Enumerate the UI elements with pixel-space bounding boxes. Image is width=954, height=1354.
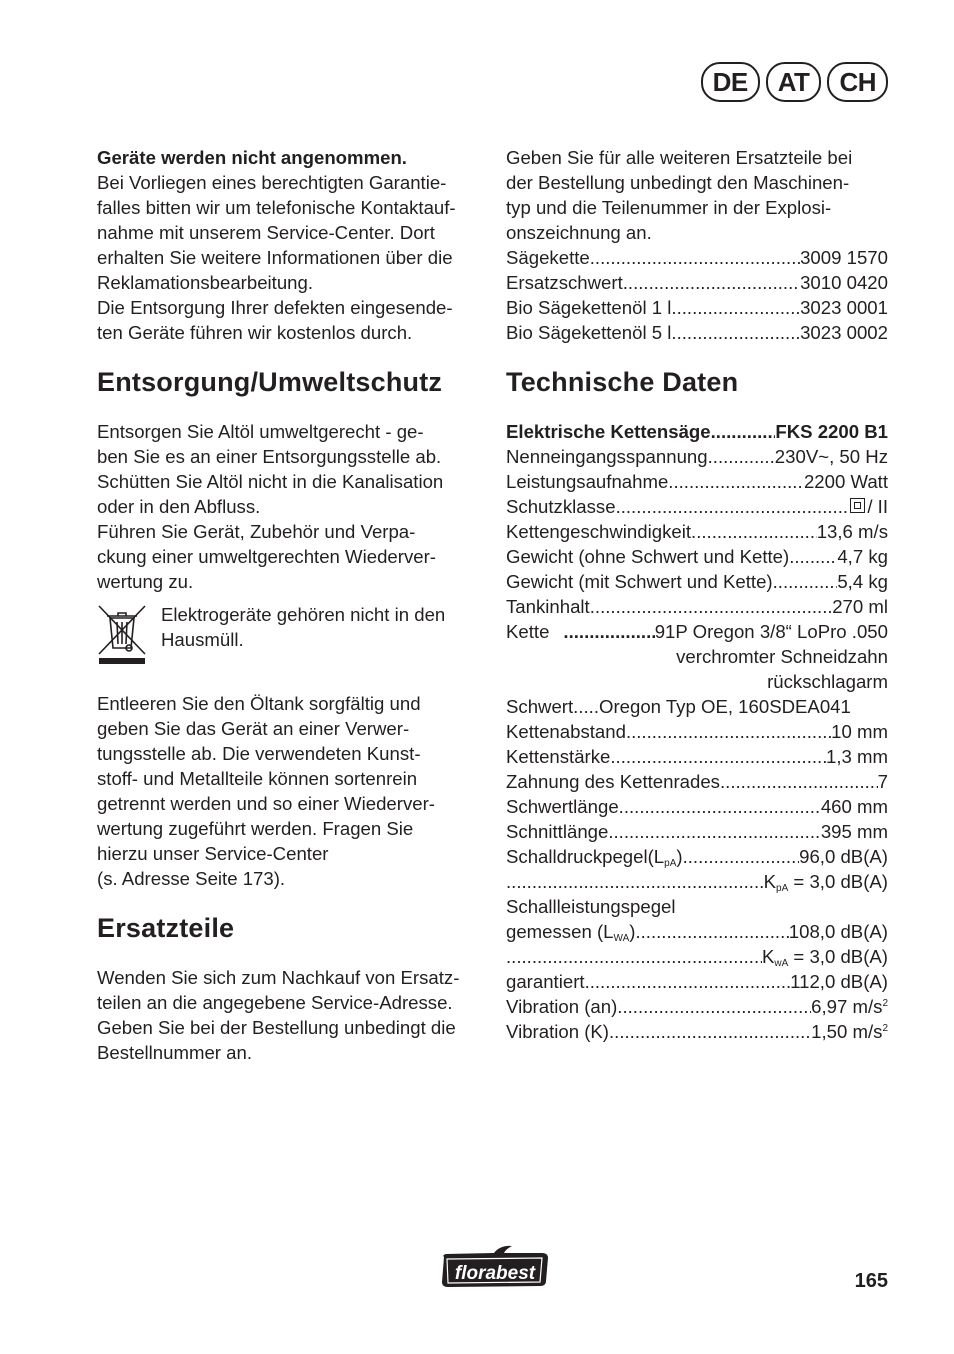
bar-line: Schwert.....Oregon Typ OE, 160SDEA041 [506, 696, 851, 717]
spec-row [506, 519, 888, 544]
spec-row [506, 744, 888, 769]
spec-label: Kettengeschwindigkeit [506, 521, 692, 542]
disposal-text [97, 419, 482, 594]
uncertainty-row [506, 869, 888, 894]
spec-value: / II [867, 496, 888, 517]
badge-de: DE [701, 62, 760, 102]
parts-list [506, 245, 888, 345]
text-line: Führen Sie Gerät, Zubehör und Verpa- [97, 521, 416, 542]
uncertainty-row [506, 944, 888, 969]
leader-dots [773, 569, 838, 594]
text-line: Die Entsorgung Ihrer defekten eingesende- [97, 297, 453, 318]
protection-class-ii-icon [850, 498, 865, 513]
weee-text [161, 602, 445, 652]
spec-row [506, 794, 888, 819]
tank-text [97, 691, 482, 891]
spec-value: 1,3 mm [826, 746, 888, 767]
leader-dots [590, 594, 832, 619]
spec-label: Vibration (an) [506, 996, 618, 1017]
left-column [97, 145, 482, 1065]
spec-row [506, 469, 888, 494]
chain-detail: rückschlagarm [767, 671, 888, 692]
spec-value: 1,50 $m/s^2$ [811, 1021, 888, 1042]
spec-row [506, 544, 888, 569]
leader-dots [619, 794, 821, 819]
chain-detail: verchromter Schneidzahn [676, 646, 888, 667]
sound-pressure-row [506, 844, 888, 869]
spec-value: 108,0 dB(A) [788, 921, 888, 942]
spec-value: 7 [877, 771, 888, 792]
leader-dots [635, 919, 788, 944]
part-number: 3010 0420 [800, 272, 888, 293]
text-line: Geben Sie bei der Bestellung unbedingt die [97, 1017, 456, 1038]
leader-dots [691, 519, 817, 544]
leader-dots [609, 1019, 811, 1044]
leader-dots [720, 769, 878, 794]
part-label: Bio Sägekettenöl 1 l [506, 297, 672, 318]
intro-bold: Geräte werden nicht angenommen. [97, 147, 407, 168]
spec-value: $K_{pA} = 3,0$ dB(A) [763, 871, 888, 894]
text-line: ckung einer umweltgerechten Wiederver- [97, 546, 436, 567]
part-row [506, 295, 888, 320]
text-line: Hausmüll. [161, 629, 244, 650]
spec-label: $Schalldruckpegel(L_{pA})$ [506, 846, 683, 869]
spec-value: 230V~, 50 Hz [774, 446, 888, 467]
spec-label: Kettenabstand [506, 721, 626, 742]
spec-value: 10 mm [831, 721, 888, 742]
text-line: der Bestellung unbedingt den Maschinen- [506, 172, 850, 193]
spec-value: 460 mm [820, 796, 888, 817]
leader-dots [506, 869, 764, 894]
spec-value: 6,97 $m/s^2$ [811, 996, 888, 1017]
spec-label: Gewicht (ohne Schwert und Kette) [506, 546, 790, 567]
spec-value: 5,4 kg [837, 571, 888, 592]
page-number: 165 [854, 1270, 888, 1292]
part-row [506, 270, 888, 295]
spec-value: 4,7 kg [837, 546, 888, 567]
part-row [506, 245, 888, 270]
spec-label: Schwertlänge [506, 796, 619, 817]
text-line: stoff- und Metallteile können sortenrein [97, 768, 418, 789]
text-line: Wenden Sie sich zum Nachkauf von Ersatz- [97, 967, 460, 988]
text-line: Reklamationsbearbeitung. [97, 272, 314, 293]
spec-table [506, 419, 888, 1044]
text-line: ben Sie es an einer Entsorgungsstelle ab. [97, 446, 442, 467]
text-line: (s. Adresse Seite 173). [97, 868, 286, 889]
spec-row [506, 819, 888, 844]
leader-dots [610, 744, 826, 769]
part-number: 3023 0002 [800, 322, 888, 343]
leader-dots [789, 544, 837, 569]
text-line: Entsorgen Sie Altöl umweltgerecht - ge- [97, 421, 424, 442]
tech-data-heading: Technische Daten [506, 367, 739, 397]
spec-row [506, 719, 888, 744]
spec-label: Gewicht (mit Schwert und Kette) [506, 571, 773, 592]
text-line: wertung zugeführt werden. Fragen Sie [97, 818, 414, 839]
text-line: oder in den Abfluss. [97, 496, 261, 517]
spec-label: gemessen $(L_{WA})$ [506, 921, 636, 944]
spec-value: 2200 Watt [803, 471, 888, 492]
spec-row [506, 769, 888, 794]
spec-value: $K_{wA} = 3,0$ dB(A) [761, 946, 888, 969]
text-line: falles bitten wir um telefonische Kontaktauf- [97, 197, 456, 218]
leader-dots [671, 320, 800, 345]
text-line: Bei Vorliegen eines berechtigten Garantie- [97, 172, 447, 193]
leader-dots [608, 819, 820, 844]
spec-label: Schutzklasse [506, 496, 616, 517]
leader-dots [617, 994, 811, 1019]
leader-dots [549, 619, 654, 644]
leader-dots [623, 270, 800, 295]
text-line: tungsstelle ab. Die verwendeten Kunst- [97, 743, 421, 764]
spec-row [506, 494, 888, 519]
text-line: Geben Sie für alle weiteren Ersatzteile bei [506, 147, 853, 168]
text-line: wertung zu. [97, 571, 194, 592]
order-text [506, 145, 888, 245]
leader-dots [590, 245, 800, 270]
spec-row [506, 994, 888, 1019]
right-column [506, 145, 888, 1044]
part-number: 3023 0001 [800, 297, 888, 318]
spec-value: 112,0 dB(A) [790, 971, 888, 992]
text-line: nahme mit unserem Service-Center. Dort [97, 222, 435, 243]
intro-text [97, 170, 482, 345]
leader-dots [616, 494, 849, 519]
text-line: onszeichnung an. [506, 222, 652, 243]
florabest-logo [438, 1243, 552, 1291]
model-label: Elektrische Kettensäge [506, 421, 711, 442]
spec-row [506, 594, 888, 619]
spec-label: Schnittlänge [506, 821, 609, 842]
spec-label: Zahnung des Kettenrades [506, 771, 720, 792]
badge-at: AT [766, 62, 822, 102]
spec-value: 395 mm [820, 821, 888, 842]
text-line: hierzu unser Service-Center [97, 843, 329, 864]
spec-value: 91P Oregon 3/8“ LoPro .050 [654, 621, 888, 642]
part-label: Bio Sägekettenöl 5 l [506, 322, 672, 343]
part-number: 3009 1570 [800, 247, 888, 268]
spec-value: 13,6 m/s [816, 521, 888, 542]
spec-row [506, 444, 888, 469]
part-label: Ersatzschwert [506, 272, 623, 293]
spec-label: Kette [506, 621, 550, 642]
text-line: geben Sie das Gerät an einer Verwer- [97, 718, 410, 739]
text-line: ten Geräte führen wir kostenlos durch. [97, 322, 413, 343]
leader-dots [506, 944, 762, 969]
text-line: getrennt werden und so einer Wiederver- [97, 793, 435, 814]
text-line: Bestellnummer an. [97, 1042, 253, 1063]
disposal-heading: Entsorgung/Umweltschutz [97, 367, 443, 397]
leader-dots [683, 844, 800, 869]
weee-notice [97, 602, 482, 666]
text-line: teilen an die angegebene Service-Adresse. [97, 992, 453, 1013]
sound-power-row [506, 919, 888, 944]
spec-label: Kettenstärke [506, 746, 611, 767]
text-line: Schütten Sie Altöl nicht in die Kanalisation [97, 471, 444, 492]
spec-label: Leistungsaufnahme [506, 471, 669, 492]
spec-row [506, 569, 888, 594]
model-value: FKS 2200 B1 [775, 421, 888, 442]
part-label: Sägekette [506, 247, 590, 268]
sound-power-heading: Schallleistungspegel [506, 896, 676, 917]
leader-dots [585, 969, 791, 994]
crossed-out-bin-icon [97, 604, 147, 666]
spec-label: Vibration (K) [506, 1021, 610, 1042]
model-row [506, 419, 888, 444]
spec-value: 96,0 dB(A) [799, 846, 888, 867]
spec-label: garantiert [506, 971, 585, 992]
spec-row [506, 969, 888, 994]
spare-parts-text [97, 965, 482, 1065]
part-row [506, 320, 888, 345]
leader-dots [711, 419, 776, 444]
text-line: Entleeren Sie den Öltank sorgfältig und [97, 693, 421, 714]
text-line: typ und die Teilenummer in der Explosi- [506, 197, 832, 218]
leader-dots [708, 444, 775, 469]
text-line: Elektrogeräte gehören nicht in den [161, 604, 446, 625]
spare-parts-heading: Ersatzteile [97, 913, 235, 943]
logo-text: florabest [454, 1263, 536, 1284]
spec-value: 270 ml [832, 596, 888, 617]
text-line: erhalten Sie weitere Informationen über die [97, 247, 453, 268]
country-badges [701, 62, 888, 102]
spec-label: Tankinhalt [506, 596, 590, 617]
leader-dots [626, 719, 831, 744]
leader-dots [668, 469, 804, 494]
spec-row [506, 1019, 888, 1044]
badge-ch: CH [827, 62, 888, 102]
leader-dots [671, 295, 800, 320]
spec-label: Nenneingangsspannung [506, 446, 708, 467]
chain-row [506, 619, 888, 644]
